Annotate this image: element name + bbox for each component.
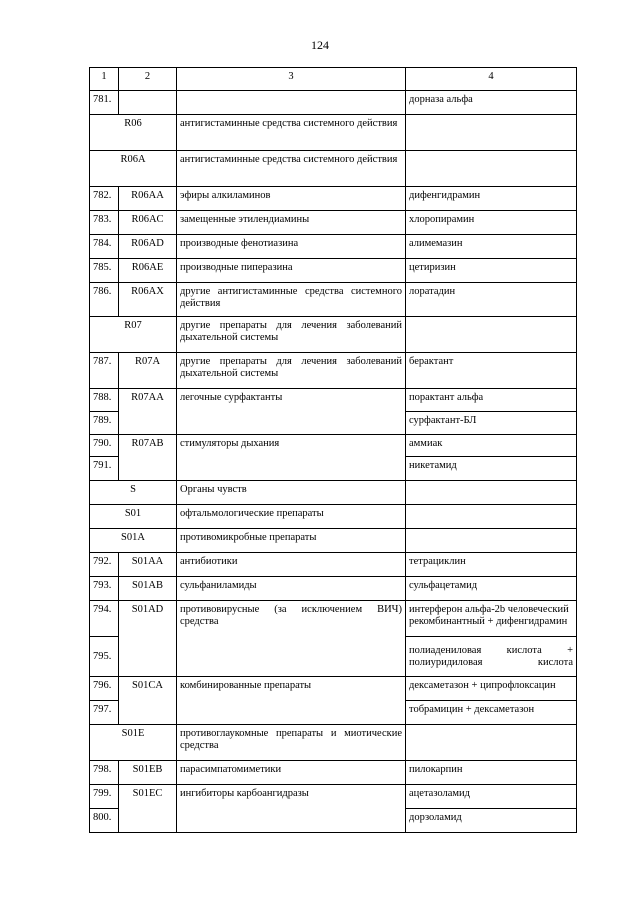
header-col-1: 1: [90, 68, 119, 91]
table-row: [90, 435, 577, 457]
atc-code: S01: [90, 505, 177, 529]
atc-code: S01AA: [119, 553, 177, 577]
table-row: [90, 235, 577, 259]
group-name: антигистаминные средства системного действия: [177, 115, 406, 151]
drug-name: берактант: [406, 353, 577, 389]
drug-name: алимемазин: [406, 235, 577, 259]
group-name: ингибиторы карбоангидразы: [177, 785, 406, 833]
atc-code: S01AB: [119, 577, 177, 601]
atc-code: R06AC: [119, 211, 177, 235]
row-number: 788.: [90, 389, 119, 412]
group-name: другие препараты для лечения заболеваний дыхательной системы: [177, 353, 406, 389]
table-row: [90, 505, 577, 529]
group-name: комбинированные препараты: [177, 677, 406, 725]
row-number: 782.: [90, 187, 119, 211]
group-name: противоглаукомные препараты и миотические средства: [177, 725, 406, 761]
table-row: [90, 761, 577, 785]
drug-name: никетамид: [406, 457, 577, 481]
group-name: эфиры алкиламинов: [177, 187, 406, 211]
table-row: [90, 151, 577, 187]
page-number: 124: [311, 38, 329, 52]
group-name: противовирусные (за исключением ВИЧ) средства: [177, 601, 406, 677]
atc-code: S01E: [90, 725, 177, 761]
row-number: 794.: [90, 601, 119, 637]
atc-code: R07A: [119, 353, 177, 389]
table-row: [90, 481, 577, 505]
atc-code: R06AE: [119, 259, 177, 283]
drug-name: дорзоламид: [406, 809, 577, 833]
row-number: 781.: [90, 91, 119, 115]
atc-code: R06AA: [119, 187, 177, 211]
group-name: замещенные этилендиамины: [177, 211, 406, 235]
row-number: 797.: [90, 701, 119, 725]
row-number: 793.: [90, 577, 119, 601]
row-number: 785.: [90, 259, 119, 283]
table-row: [90, 91, 577, 115]
drug-name: сульфацетамид: [406, 577, 577, 601]
drug-name: пилокарпин: [406, 761, 577, 785]
drug-name: лоратадин: [406, 283, 577, 317]
atc-code: S01EC: [119, 785, 177, 833]
table-row: [90, 725, 577, 761]
group-name: другие препараты для лечения заболеваний дыхательной системы: [177, 317, 406, 353]
atc-code: R06: [90, 115, 177, 151]
row-number: 798.: [90, 761, 119, 785]
table-row: [90, 785, 577, 809]
atc-code: S01EB: [119, 761, 177, 785]
drug-name: ацетазоламид: [406, 785, 577, 809]
drug-name: дифенгидрамин: [406, 187, 577, 211]
drug-name: полиадениловая кислота + полиуридиловая кислота: [406, 637, 577, 677]
table-row: [90, 259, 577, 283]
row-number: 800.: [90, 809, 119, 833]
drug-name: хлоропирамин: [406, 211, 577, 235]
drug-name: порактант альфа: [406, 389, 577, 412]
group-name: производные фенотиазина: [177, 235, 406, 259]
table-row: [90, 553, 577, 577]
table-row: [90, 211, 577, 235]
group-name: противомикробные препараты: [177, 529, 406, 553]
row-number: 789.: [90, 412, 119, 435]
table-row: [90, 577, 577, 601]
drug-name: цетиризин: [406, 259, 577, 283]
table-row: [90, 353, 577, 389]
table-row: [90, 529, 577, 553]
table-row: [90, 677, 577, 701]
atc-code: S01A: [90, 529, 177, 553]
row-number: 796.: [90, 677, 119, 701]
group-name: антигистаминные средства системного действия: [177, 151, 406, 187]
row-number: 799.: [90, 785, 119, 809]
drug-name: аммиак: [406, 435, 577, 457]
group-name: сульфаниламиды: [177, 577, 406, 601]
drug-name: тобрамицин + дексаметазон: [406, 701, 577, 725]
drug-name: тетрациклин: [406, 553, 577, 577]
atc-code: S01CA: [119, 677, 177, 725]
group-name: стимуляторы дыхания: [177, 435, 406, 481]
atc-code: R07: [90, 317, 177, 353]
group-name: антибиотики: [177, 553, 406, 577]
group-name: производные пиперазина: [177, 259, 406, 283]
row-number: 790.: [90, 435, 119, 457]
row-number: 792.: [90, 553, 119, 577]
table-row: [90, 115, 577, 151]
header-col-2: 2: [119, 68, 177, 91]
drug-name: дексаметазон + ципрофлоксацин: [406, 677, 577, 701]
table-row: [90, 389, 577, 412]
row-number: 795.: [90, 637, 119, 677]
atc-code: R07AB: [119, 435, 177, 481]
group-name: другие антигистаминные средства системного действия: [177, 283, 406, 317]
header-col-3: 3: [177, 68, 406, 91]
header-col-4: 4: [406, 68, 577, 91]
table-row: [90, 187, 577, 211]
table-header-row: [90, 68, 577, 91]
row-number: 786.: [90, 283, 119, 317]
row-number: 787.: [90, 353, 119, 389]
drug-table: [89, 67, 577, 833]
row-number: 783.: [90, 211, 119, 235]
atc-code: R07AA: [119, 389, 177, 435]
table-row: [90, 601, 577, 637]
row-number: 791.: [90, 457, 119, 481]
group-name: офтальмологические препараты: [177, 505, 406, 529]
group-name: парасимпатомиметики: [177, 761, 406, 785]
atc-code: R06AD: [119, 235, 177, 259]
atc-code: R06A: [90, 151, 177, 187]
atc-code: S01AD: [119, 601, 177, 677]
table-row: [90, 283, 577, 317]
group-name: легочные сурфактанты: [177, 389, 406, 435]
drug-name: интерферон альфа-2b человеческий рекомбинантный + дифенгидрамин: [406, 601, 577, 637]
row-number: 784.: [90, 235, 119, 259]
group-name: Органы чувств: [177, 481, 406, 505]
atc-code: S: [90, 481, 177, 505]
drug-name: дорназа альфа: [406, 91, 577, 115]
atc-code: R06AX: [119, 283, 177, 317]
table-row: [90, 317, 577, 353]
drug-name: сурфактант-БЛ: [406, 412, 577, 435]
